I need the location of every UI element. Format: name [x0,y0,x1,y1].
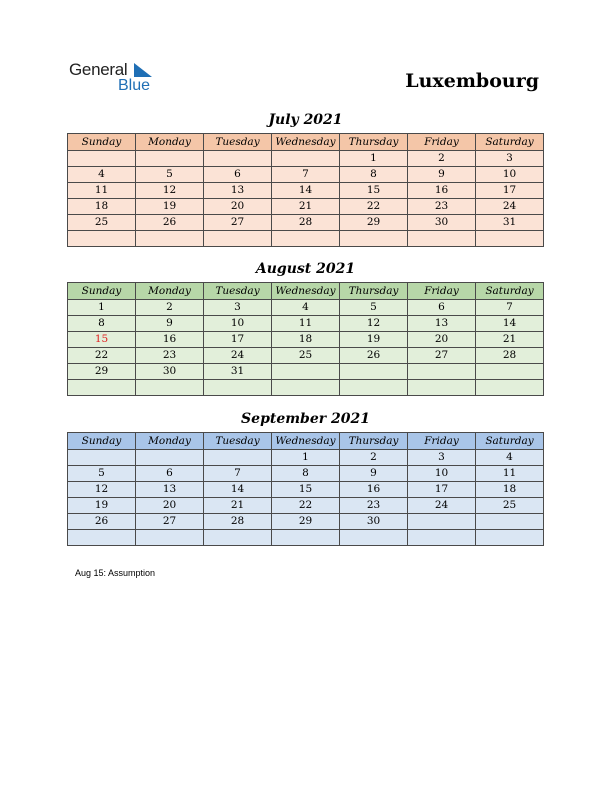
day-cell: 30 [408,215,476,231]
empty-day-cell [68,231,136,247]
weekday-header: Sunday [68,134,136,151]
day-cell: 8 [272,466,340,482]
country-title: Luxembourg [405,70,539,92]
day-cell: 30 [340,514,408,530]
logo-triangle-icon [134,63,152,77]
day-cell: 17 [476,183,544,199]
empty-day-cell [272,380,340,396]
day-cell: 22 [272,498,340,514]
day-cell: 12 [340,316,408,332]
day-cell: 8 [68,316,136,332]
day-cell: 23 [340,498,408,514]
day-cell: 22 [68,348,136,364]
day-cell: 5 [68,466,136,482]
week-row [68,380,544,396]
week-row [68,482,544,498]
day-cell: 2 [136,300,204,316]
weekday-header: Saturday [476,283,544,300]
weekday-header: Tuesday [204,433,272,450]
weekday-header: Saturday [476,433,544,450]
day-cell: 27 [408,348,476,364]
week-row [68,231,544,247]
day-cell: 23 [408,199,476,215]
empty-day-cell [340,380,408,396]
week-row [68,199,544,215]
day-cell: 9 [340,466,408,482]
day-cell: 16 [408,183,476,199]
day-cell: 7 [204,466,272,482]
logo-word-blue: Blue [118,77,151,94]
empty-day-cell [272,364,340,380]
day-cell: 16 [340,482,408,498]
day-cell: 28 [476,348,544,364]
empty-day-cell [204,380,272,396]
empty-day-cell [204,450,272,466]
day-cell: 19 [136,199,204,215]
day-cell: 13 [408,316,476,332]
day-cell: 10 [408,466,476,482]
day-cell: 20 [136,498,204,514]
week-row [68,316,544,332]
week-row [68,215,544,231]
day-cell: 18 [272,332,340,348]
empty-day-cell [340,364,408,380]
day-cell: 6 [204,167,272,183]
weekday-header: Monday [136,134,204,151]
day-cell: 31 [204,364,272,380]
day-cell: 1 [272,450,340,466]
day-cell: 26 [68,514,136,530]
weekday-header: Tuesday [204,283,272,300]
month-title-july: July 2021 [268,112,343,128]
weekday-header: Wednesday [272,433,340,450]
empty-day-cell [136,530,204,546]
empty-day-cell [408,380,476,396]
day-cell: 20 [204,199,272,215]
day-cell: 13 [204,183,272,199]
week-row [68,300,544,316]
week-row [68,167,544,183]
day-cell: 14 [204,482,272,498]
empty-day-cell [68,151,136,167]
empty-day-cell [476,514,544,530]
empty-day-cell [136,450,204,466]
day-cell: 20 [408,332,476,348]
day-cell: 26 [340,348,408,364]
day-cell: 12 [136,183,204,199]
empty-day-cell [476,380,544,396]
day-cell: 16 [136,332,204,348]
calendar-august [67,282,544,396]
weekday-header-row [68,433,544,450]
day-cell: 25 [476,498,544,514]
day-cell: 12 [68,482,136,498]
day-cell: 29 [68,364,136,380]
empty-day-cell [68,380,136,396]
empty-day-cell [476,364,544,380]
weekday-header: Wednesday [272,283,340,300]
day-cell: 19 [68,498,136,514]
day-cell: 14 [476,316,544,332]
day-cell: 15 [340,183,408,199]
day-cell: 11 [272,316,340,332]
day-cell: 10 [204,316,272,332]
day-cell: 7 [272,167,340,183]
day-cell: 6 [408,300,476,316]
empty-day-cell [204,151,272,167]
empty-day-cell [68,450,136,466]
day-cell: 18 [68,199,136,215]
day-cell: 17 [204,332,272,348]
month-title-september: September 2021 [241,411,370,427]
day-cell: 18 [476,482,544,498]
week-row [68,151,544,167]
weekday-header: Friday [408,283,476,300]
day-cell: 1 [68,300,136,316]
day-cell: 24 [408,498,476,514]
day-cell: 14 [272,183,340,199]
empty-day-cell [408,514,476,530]
day-cell: 29 [272,514,340,530]
day-cell: 21 [476,332,544,348]
day-cell: 17 [408,482,476,498]
empty-day-cell [340,530,408,546]
day-cell: 9 [136,316,204,332]
empty-day-cell [204,530,272,546]
weekday-header: Tuesday [204,134,272,151]
day-cell: 27 [204,215,272,231]
month-title-august: August 2021 [255,261,356,277]
day-cell: 25 [68,215,136,231]
weekday-header-row [68,283,544,300]
weekday-header: Saturday [476,134,544,151]
weekday-header: Thursday [340,433,408,450]
day-cell: 19 [340,332,408,348]
logo [69,60,169,96]
day-cell: 11 [476,466,544,482]
day-cell: 2 [408,151,476,167]
weekday-header: Monday [136,433,204,450]
day-cell: 1 [340,151,408,167]
day-cell: 11 [68,183,136,199]
day-cell: 13 [136,482,204,498]
empty-day-cell [136,380,204,396]
holiday-note: Aug 15: Assumption [75,568,156,578]
empty-day-cell [408,530,476,546]
day-cell: 3 [408,450,476,466]
calendar-september [67,432,544,546]
logo-word-general: General [69,60,128,79]
week-row [68,348,544,364]
day-cell: 6 [136,466,204,482]
day-cell: 28 [204,514,272,530]
empty-day-cell [476,530,544,546]
week-row [68,364,544,380]
day-cell: 4 [476,450,544,466]
day-cell: 3 [476,151,544,167]
day-cell: 5 [340,300,408,316]
day-cell: 21 [272,199,340,215]
weekday-header: Sunday [68,433,136,450]
day-cell: 31 [476,215,544,231]
week-row [68,514,544,530]
empty-day-cell [476,231,544,247]
day-cell: 22 [340,199,408,215]
holiday-day-cell: 15 [68,332,136,348]
empty-day-cell [204,231,272,247]
day-cell: 28 [272,215,340,231]
empty-day-cell [272,231,340,247]
day-cell: 21 [204,498,272,514]
week-row [68,183,544,199]
day-cell: 3 [204,300,272,316]
day-cell: 10 [476,167,544,183]
day-cell: 9 [408,167,476,183]
empty-day-cell [408,231,476,247]
day-cell: 8 [340,167,408,183]
empty-day-cell [408,364,476,380]
calendar-july [67,133,544,247]
week-row [68,332,544,348]
day-cell: 2 [340,450,408,466]
empty-day-cell [68,530,136,546]
day-cell: 4 [68,167,136,183]
day-cell: 4 [272,300,340,316]
week-row [68,530,544,546]
day-cell: 24 [204,348,272,364]
empty-day-cell [272,530,340,546]
weekday-header-row [68,134,544,151]
empty-day-cell [136,231,204,247]
day-cell: 5 [136,167,204,183]
weekday-header: Friday [408,433,476,450]
day-cell: 25 [272,348,340,364]
weekday-header: Monday [136,283,204,300]
day-cell: 26 [136,215,204,231]
weekday-header: Wednesday [272,134,340,151]
empty-day-cell [272,151,340,167]
week-row [68,450,544,466]
day-cell: 24 [476,199,544,215]
week-row [68,466,544,482]
day-cell: 23 [136,348,204,364]
week-row [68,498,544,514]
day-cell: 7 [476,300,544,316]
day-cell: 27 [136,514,204,530]
weekday-header: Friday [408,134,476,151]
weekday-header: Sunday [68,283,136,300]
weekday-header: Thursday [340,283,408,300]
weekday-header: Thursday [340,134,408,151]
day-cell: 29 [340,215,408,231]
empty-day-cell [340,231,408,247]
empty-day-cell [136,151,204,167]
day-cell: 30 [136,364,204,380]
day-cell: 15 [272,482,340,498]
